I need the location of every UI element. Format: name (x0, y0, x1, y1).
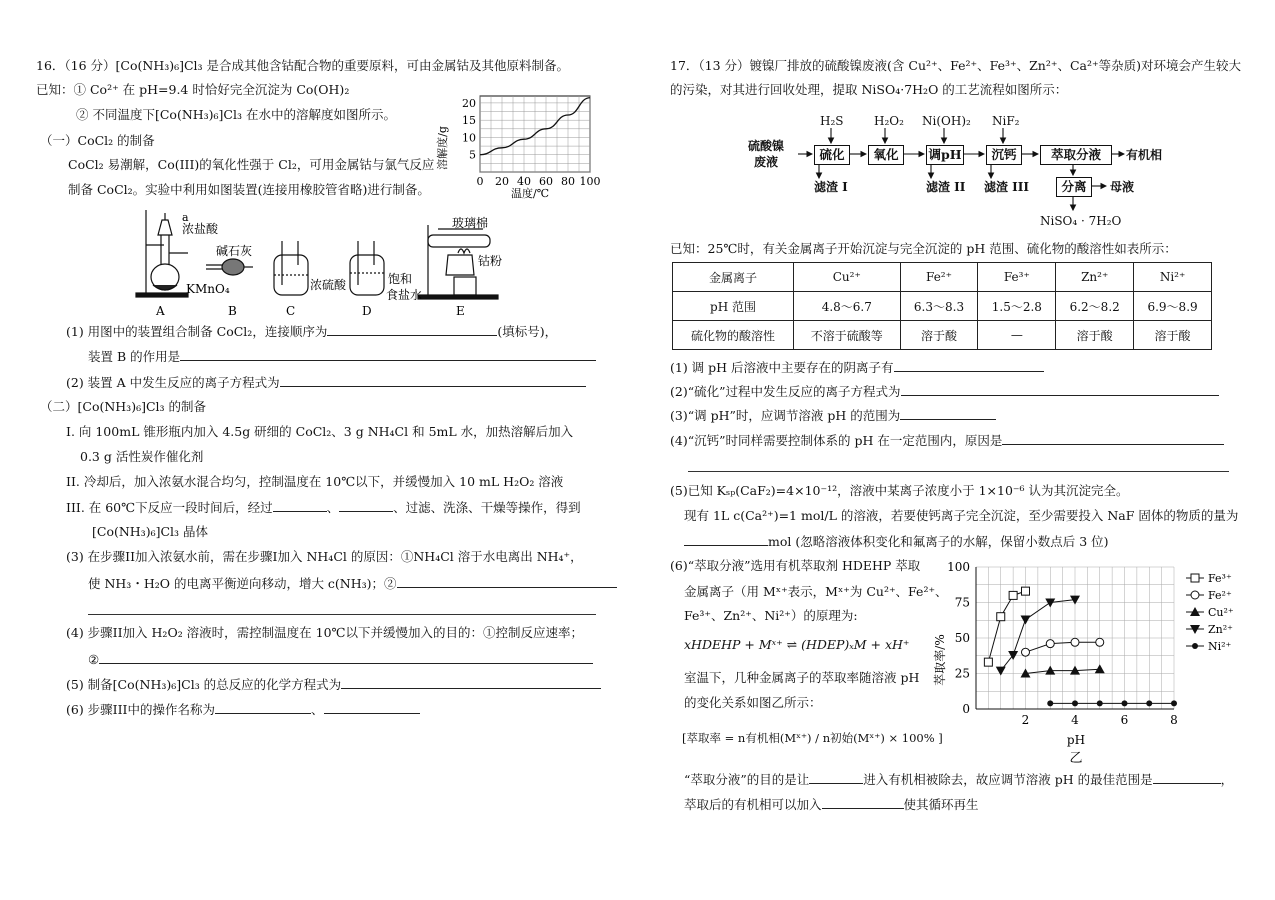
q17-2-text: (2)“硫化”过程中发生反应的离子方程式为 (670, 384, 901, 399)
extraction-data-point (1045, 599, 1055, 608)
q17-1-text: (1) 调 pH 后溶液中主要存在的阴离子有 (670, 360, 894, 375)
solubility-x-tick: 100 (579, 175, 601, 188)
extraction-x-tick: 4 (1071, 713, 1079, 727)
q17-stem-1: 17．（13 分）镀镍厂排放的硫酸镍废液(含 Cu²⁺、Fe²⁺、Fe³⁺、Zn²⁺、Ca²⁺等杂质)对环境会产生较大 (670, 58, 1241, 73)
q17-4-answer-line[interactable] (688, 471, 1229, 472)
ion-table-header-cell: Fe³⁺ (978, 263, 1056, 292)
flow-reagent-nioh2: Ni(OH)₂ (922, 114, 971, 128)
q16-6-blank-2[interactable] (324, 701, 420, 714)
apparatus-diagram (128, 205, 508, 317)
q16-part2-title: （二）[Co(NH₃)₆]Cl₃ 的制备 (40, 399, 207, 414)
legend-marker (1192, 643, 1198, 649)
extraction-x-label: pH (1066, 733, 1086, 747)
q17-6-text-c: ， (1220, 772, 1234, 787)
q16-5-text: (5) 制备[Co(NH₃)₆]Cl₃ 的总反应的化学方程式为 (66, 677, 342, 692)
table-cell: 硫化物的酸溶性 (673, 321, 794, 350)
extraction-data-point (1009, 591, 1017, 599)
extraction-title: 乙 (1069, 751, 1083, 766)
apparatus-letter-b: B (228, 304, 237, 318)
q16-4-line1: (4) 步骤II加入 H₂O₂ 溶液时，需控制温度在 10℃以下并缓慢加入的目的：①控制反应速率； (66, 625, 584, 640)
legend-label: Fe²⁺ (1208, 589, 1232, 602)
q16-3-answer-line[interactable] (88, 614, 596, 615)
ion-table-header (673, 263, 1212, 292)
table-row (673, 321, 1212, 350)
apparatus-label-kmno4: KMnO₄ (186, 282, 230, 296)
q17-known: 已知：25℃时，有关金属离子开始沉淀与完全沉淀的 pH 范围、硫化物的酸溶性如表所示： (670, 241, 1177, 256)
table-cell: 溶于酸 (1134, 321, 1212, 350)
q16-1b-answer-blank[interactable] (180, 348, 596, 361)
q17-6-line7 (684, 796, 979, 813)
flow-step-decalcify: 沉钙 (986, 145, 1022, 165)
q17-6-line5: 的变化关系如图乙所示： (684, 695, 822, 710)
q17-3-text: (3)“调 pH”时，应调节溶液 pH 的范围为 (670, 408, 901, 423)
q17-6-blank-2[interactable] (1153, 771, 1221, 784)
q17-6-line3: Fe³⁺、Zn²⁺、Ni²⁺）的原理为: (684, 608, 858, 623)
extraction-data-point (1071, 638, 1079, 646)
q17-6-extraction-rate: [萃取率 = n有机相(Mˣ⁺) / n初始(Mˣ⁺) × 100% ] (682, 731, 943, 745)
extraction-x-tick: 2 (1021, 713, 1030, 727)
q16-part1-line2: 制备 CoCl₂。实验中利用如图装置(连接用橡胶管省略)进行制备。 (68, 182, 430, 197)
extraction-data-point (1047, 700, 1053, 706)
q16-known-2: ② 不同温度下[Co(NH₃)₆]Cl₃ 在水中的溶解度如图所示。 (76, 107, 396, 122)
extraction-series-line (988, 591, 1025, 662)
extraction-y-tick: 50 (954, 631, 970, 645)
extraction-data-point (996, 667, 1006, 676)
flow-step-separate: 分离 (1056, 177, 1092, 197)
extraction-chart (926, 560, 1246, 770)
q16-3-line1: (3) 在步骤II加入浓氨水前，需在步骤I加入 NH₄Cl 的原因：①NH₄Cl 溶于水电离出 NH₄⁺， (66, 549, 583, 564)
q17-2-answer-blank[interactable] (901, 383, 1219, 396)
ion-table-header-cell: Zn²⁺ (1056, 263, 1134, 292)
flow-residue-2: 滤渣 II (926, 180, 966, 194)
extraction-data-point (1146, 700, 1152, 706)
q17-6-equation: xHDEHP + Mˣ⁺ ⇌ (HDEP)ₓM + xH⁺ (684, 637, 910, 652)
q17-2-line (670, 383, 1219, 400)
flow-reagent-h2s: H₂S (820, 114, 844, 128)
q17-6-text-e: 使其循环再生 (903, 797, 979, 812)
extraction-data-point (1046, 640, 1054, 648)
extraction-data-point (1097, 700, 1103, 706)
flow-reagent-nif2: NiF₂ (992, 114, 1020, 128)
table-row (673, 292, 1212, 321)
q16-stem: 16．（16 分）[Co(NH₃)₆]Cl₃ 是合成其他含钴配合物的重要原料，可由金属钴及其他原料制备。 (36, 58, 570, 73)
extraction-data-point (1095, 664, 1105, 673)
table-cell: 4.8～6.7 (794, 292, 901, 321)
q16-6-sep: 、 (311, 702, 324, 717)
q16-1-line2 (88, 348, 596, 365)
q17-6-blank-3[interactable] (822, 796, 904, 809)
ion-table-header-cell: Ni²⁺ (1134, 263, 1212, 292)
q16-step-2: II. 冷却后，加入浓氨水混合均匀，控制温度在 10℃以下，并缓慢加入 10 mL H₂O₂ 溶液 (66, 474, 564, 489)
q17-5-line3 (684, 533, 1109, 550)
solubility-y-tick: 10 (462, 131, 476, 145)
solubility-x-tick: 0 (476, 175, 484, 188)
q17-6-line4: 室温下，几种金属离子的萃取率随溶液 pH (684, 670, 920, 685)
flow-feed-2: 废液 (754, 155, 779, 169)
apparatus-letter-d: D (362, 304, 372, 318)
q16-1b-text: 装置 B 的作用是 (88, 349, 181, 364)
q17-5-tail: mol (忽略溶液体积变化和氟离子的水解，保留小数点后 3 位) (768, 534, 1109, 549)
q17-1-answer-blank[interactable] (894, 359, 1044, 372)
solubility-x-tick: 40 (517, 175, 531, 188)
q16-part1-title: （一）CoCl₂ 的制备 (40, 133, 155, 148)
solubility-x-tick: 20 (495, 175, 509, 188)
q16-1-line (66, 323, 557, 340)
apparatus-letter-e: E (456, 304, 465, 318)
apparatus-letter-a: A (156, 304, 165, 318)
flow-reagent-h2o2: H₂O₂ (874, 114, 904, 128)
q16-step-3-blank-1[interactable] (273, 499, 327, 512)
table-cell: 6.3～8.3 (900, 292, 978, 321)
q16-known-1: 已知：① Co²⁺ 在 pH=9.4 时恰好完全沉淀为 Co(OH)₂ (36, 82, 350, 97)
flow-step-adjust-ph: 调pH (926, 145, 964, 165)
extraction-data-point (1096, 638, 1104, 646)
table-cell: 不溶于硫酸等 (794, 321, 901, 350)
flow-organic-phase: 有机相 (1126, 148, 1163, 162)
extraction-y-tick: 25 (954, 666, 970, 681)
legend-label: Zn²⁺ (1208, 623, 1233, 636)
q17-3-line (670, 407, 996, 424)
q17-4-line (670, 432, 1224, 449)
q17-5-line1: (5)已知 Kₛₚ(CaF₂)=4×10⁻¹²，溶液中某离子浓度小于 1×10⁻⁶ 认为其沉淀完全。 (670, 483, 1129, 498)
extraction-y-tick: 75 (954, 595, 970, 610)
q17-6-text-b: 进入有机相被除去，故应调节溶液 pH 的最佳范围是 (863, 772, 1153, 787)
flow-step-sulfidation: 硫化 (814, 145, 850, 165)
legend-label: Cu²⁺ (1208, 606, 1234, 619)
q16-step-3b: [Co(NH₃)₆]Cl₃ 晶体 (92, 524, 209, 539)
flow-diagram (740, 110, 1180, 230)
q17-6-line2: 金属离子（用 Mˣ⁺表示，Mˣ⁺为 Cu²⁺、Fe²⁺、 (684, 584, 948, 599)
solubility-chart (430, 86, 610, 201)
q17-6-line6 (684, 771, 1233, 788)
apparatus-label-soda-lime: 碱石灰 (216, 244, 253, 258)
q17-stem-2: 的污染，对其进行回收处理，提取 NiSO₄·7H₂O 的工艺流程如图所示： (670, 82, 1068, 97)
flow-feed-1: 硫酸镍 (748, 139, 785, 153)
flow-step-extraction: 萃取分液 (1040, 145, 1112, 165)
q17-3-answer-blank[interactable] (900, 407, 996, 420)
solubility-y-tick: 5 (469, 148, 476, 162)
q17-5-answer-blank[interactable] (684, 533, 768, 546)
q16-2-line (66, 374, 586, 391)
legend-label: Fe³⁺ (1208, 572, 1232, 585)
solubility-x-label: 温度/℃ (510, 187, 550, 200)
extraction-data-point (1171, 700, 1177, 706)
extraction-x-tick: 8 (1170, 713, 1178, 727)
q17-1-line (670, 359, 1044, 376)
flow-mother-liquor: 母液 (1110, 180, 1135, 194)
flow-arrows (740, 110, 1180, 230)
flow-step-oxidation: 氧化 (868, 145, 904, 165)
q17-4-answer-blank[interactable] (1002, 432, 1224, 445)
extraction-y-tick: 100 (947, 560, 970, 574)
extraction-y-label: 萃取率/% (933, 634, 947, 686)
q16-6-blank-1[interactable] (215, 701, 311, 714)
extraction-data-point (1122, 700, 1128, 706)
apparatus-label-brine-2: 食盐水 (386, 288, 423, 302)
q16-2-answer-blank[interactable] (280, 374, 586, 387)
legend-marker (1191, 574, 1199, 582)
flow-residue-3: 滤渣 III (984, 180, 1030, 194)
q16-step-3-blank-2[interactable] (339, 499, 393, 512)
ion-table-header-cell: Fe²⁺ (900, 263, 978, 292)
table-cell: 6.2～8.2 (1056, 292, 1134, 321)
q17-6-blank-1[interactable] (809, 771, 863, 784)
q17-5-line2: 现有 1L c(Ca²⁺)=1 mol/L 的溶液，若要使钙离子完全沉淀，至少需要投入 NaF 固体的物质的量为 (684, 508, 1239, 523)
table-cell: — (978, 321, 1056, 350)
flow-product: NiSO₄ · 7H₂O (1040, 214, 1122, 228)
solubility-y-tick: 15 (462, 114, 476, 128)
extraction-data-point (997, 613, 1005, 621)
q16-step-3-sep: 、 (326, 500, 340, 515)
q16-part1-line1: CoCl₂ 易潮解，Co(III)的氧化性强于 Cl₂，可用金属钴与氯气反应 (68, 157, 435, 172)
extraction-data-point (1022, 648, 1030, 656)
apparatus-label-h2so4: 浓硫酸 (310, 278, 347, 292)
q16-step-1b: 0.3 g 活性炭作催化剂 (80, 449, 204, 464)
extraction-y-tick: 0 (962, 702, 970, 716)
q16-3-line2 (88, 575, 617, 592)
q16-step-3-tail: 、过滤、洗涤、干燥等操作，得到 (393, 500, 581, 515)
q16-step-1: I. 向 100mL 锥形瓶内加入 4.5g 研细的 CoCl₂、3 g NH₄Cl 和 5mL 水，加热溶解后加入 (66, 424, 574, 439)
q16-4-text: ② (88, 652, 100, 667)
q16-step-3 (66, 499, 581, 516)
q16-5-answer-blank[interactable] (341, 676, 601, 689)
table-cell: 1.5～2.8 (978, 292, 1056, 321)
q16-3-answer-blank[interactable] (397, 575, 617, 588)
ion-table-header-cell: 金属离子 (673, 263, 794, 292)
q16-5-line (66, 676, 601, 693)
q16-4-answer-blank[interactable] (99, 651, 593, 664)
legend-label: Ni²⁺ (1208, 640, 1232, 653)
q17-4-text: (4)“沉钙”时同样需要控制体系的 pH 在一定范围内，原因是 (670, 433, 1003, 448)
q16-1-answer-blank[interactable] (327, 323, 497, 336)
q16-6-text: (6) 步骤III中的操作名称为 (66, 702, 215, 717)
legend-marker (1191, 591, 1199, 599)
apparatus-label-hcl: 浓盐酸 (182, 222, 219, 236)
apparatus-label-brine-1: 饱和 (388, 272, 413, 286)
ion-table (672, 262, 1212, 350)
ion-table-header-cell: Cu²⁺ (794, 263, 901, 292)
q17-6-text-d: 萃取后的有机相可以加入 (684, 797, 822, 812)
apparatus-letter-c: C (286, 304, 296, 318)
q16-step-3-text: III. 在 60℃下反应一段时间后，经过 (66, 500, 273, 515)
extraction-data-point (1022, 587, 1030, 595)
q16-3-text: 使 NH₃・H₂O 的电离平衡逆向移动，增大 c(NH₃)；② (88, 576, 397, 591)
solubility-y-tick: 20 (462, 96, 476, 110)
table-cell: 溶于酸 (900, 321, 978, 350)
q16-1-suffix: (填标号)， (497, 324, 558, 339)
q16-2-text: (2) 装置 A 中发生反应的离子方程式为 (66, 375, 280, 390)
solubility-y-label: 溶解度/g (436, 126, 449, 170)
extraction-data-point (1072, 700, 1078, 706)
extraction-data-point (984, 658, 992, 666)
q16-4-line2 (88, 651, 593, 668)
apparatus-label-a-port: a (182, 211, 189, 224)
solubility-x-tick: 60 (539, 175, 553, 188)
apparatus-label-cobalt: 钴粉 (478, 254, 503, 268)
q17-6-text-a: “萃取分液”的目的是让 (684, 772, 810, 787)
flow-residue-1: 滤渣 I (814, 180, 848, 194)
extraction-x-tick: 6 (1120, 713, 1129, 727)
table-cell: pH 范围 (673, 292, 794, 321)
table-cell: 6.9～8.9 (1134, 292, 1212, 321)
apparatus-label-glass-wool: 玻璃棉 (452, 216, 489, 230)
q16-1-text: (1) 用图中的装置组合制备 CoCl₂，连接顺序为 (66, 324, 328, 339)
table-cell: 溶于酸 (1056, 321, 1134, 350)
solubility-x-tick: 80 (561, 175, 575, 188)
q16-6-line (66, 701, 420, 718)
q17-6-line1: (6)“萃取分液”选用有机萃取剂 HDEHP 萃取 (670, 558, 921, 573)
